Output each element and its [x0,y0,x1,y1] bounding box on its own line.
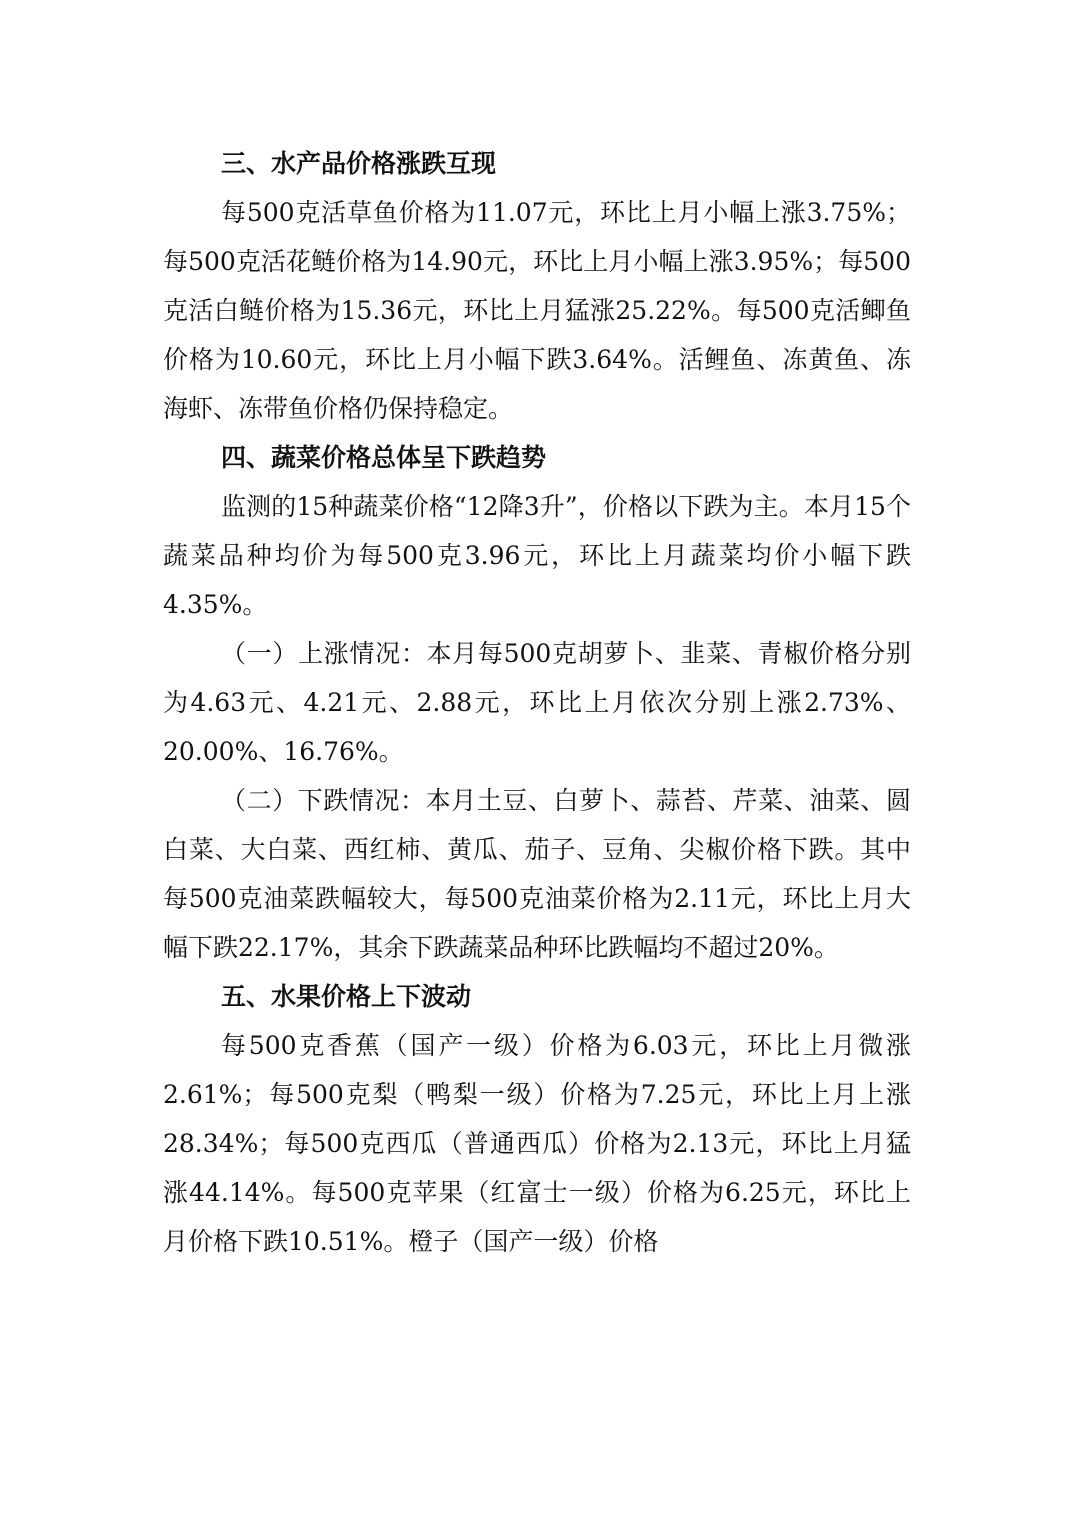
paragraph-vegetable-summary: 监测的15种蔬菜价格“12降3升”，价格以下跌为主。本月15个蔬菜品种均价为每500克3.96元，环比上月蔬菜均价小幅下跌4.35%。 [163,492,911,619]
paragraph-aquatic-prices: 每500克活草鱼价格为11.07元，环比上月小幅上涨3.75%；每500克活花鲢价格为14.90元，环比上月小幅上涨3.95%；每500克活白鲢价格为15.36元，环比上月猛涨25.22%。每500克活鲫鱼价格为10.60元，环比上月小幅下跌3.64%。活鲤鱼、冻黄鱼、冻海虾、冻带鱼价格仍保持稳定。 [163,198,911,423]
paragraph-vegetable-falls: （二）下跌情况：本月土豆、白萝卜、蒜苔、芹菜、油菜、圆白菜、大白菜、西红柿、黄瓜、茄子、豆角、尖椒价格下跌。其中每500克油菜跌幅较大，每500克油菜价格为2.11元，环比上月大幅下跌22.17%，其余下跌蔬菜品种环比跌幅均不超过20%。 [163,786,911,962]
document-page [163,139,911,1266]
section-heading-vegetables: 四、蔬菜价格总体呈下跌趋势 [221,443,547,472]
section-heading-fruit: 五、水果价格上下波动 [221,982,472,1011]
section-heading-aquatic: 三、水产品价格涨跌互现 [221,149,497,178]
paragraph-fruit-prices: 每500克香蕉（国产一级）价格为6.03元，环比上月微涨2.61%；每500克梨（鸭梨一级）价格为7.25元，环比上月上涨28.34%；每500克西瓜（普通西瓜）价格为2.13元，环比上月猛涨44.14%。每500克苹果（红富士一级）价格为6.25元，环比上月价格下跌10.51%。橙子（国产一级）价格 [163,1031,911,1256]
paragraph-vegetable-rises: （一）上涨情况：本月每500克胡萝卜、韭菜、青椒价格分别为4.63元、4.21元、2.88元，环比上月依次分别上涨2.73%、20.00%、16.76%。 [163,639,911,766]
